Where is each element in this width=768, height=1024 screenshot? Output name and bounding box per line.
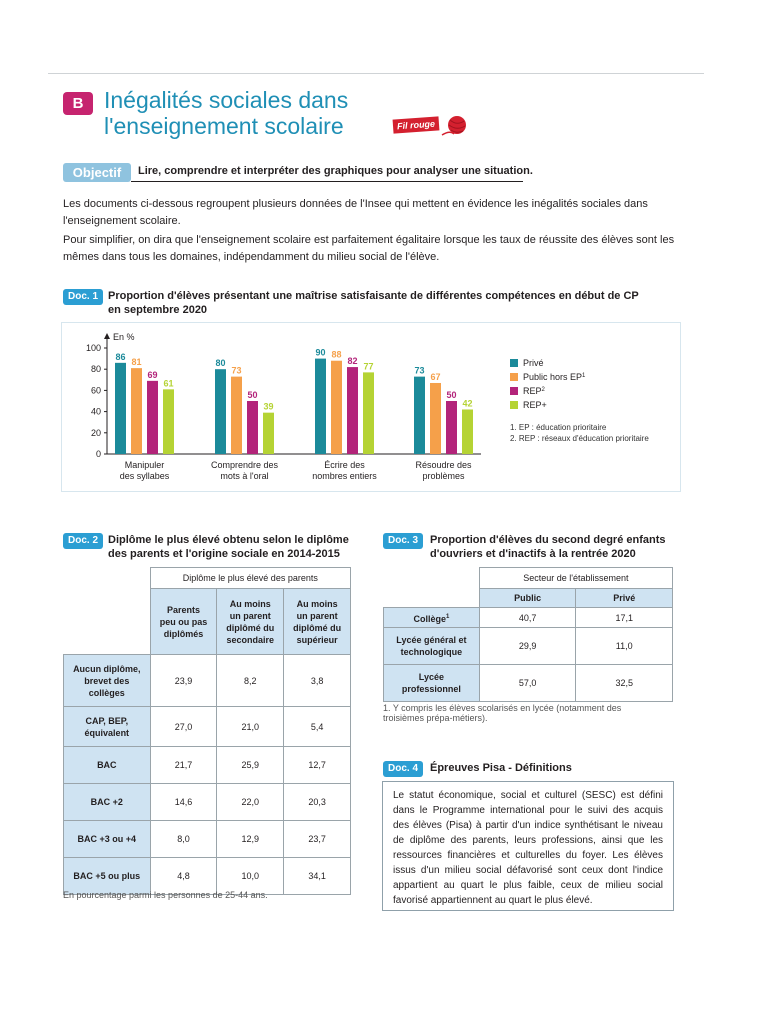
doc2-row-label-line: BAC +2 [90, 797, 123, 807]
doc2-title [108, 533, 368, 561]
table-row [64, 707, 351, 747]
intro-paragraph-2: Pour simplifier, on dira que l'enseignement scolaire est parfaitement égalitaire lorsque les taux de réussite des élèves sont les mêmes dans tous les domaines, indépendamment du milieu social de l'élève. [63, 234, 675, 263]
doc3-title [430, 533, 690, 561]
doc4-definition-box: Le statut économique, social et culturel (SESC) est défini dans le Programme international pour le suivi des acquis des élèves (Pisa) à partir d'un indice synthétisant le niveau de diplôme des parents, leurs professions, ainsi que les ressources financières et culturelles du foyer. Les élèves issus d'un milieu social défavorisé sont ceux dont l'indice appartient au quart le plus faible, ceux de milieu social favorisé appartiennent au quart le plus élevé. [382, 781, 674, 911]
bar-value-label: 67 [430, 371, 441, 382]
y-tick-label: 20 [90, 427, 101, 438]
section-letter-badge: B [63, 92, 93, 115]
bar [446, 401, 457, 454]
doc2-row-label-line: brevet des [84, 675, 130, 686]
legend-swatch [510, 373, 518, 381]
doc2-cell: 27,0 [150, 707, 217, 747]
legend-label: REP$^2$ [523, 386, 545, 396]
doc3-row-label-line: Lycée général et [396, 635, 467, 645]
doc1-title-line1: Proportion d'élèves présentant une maîtrise satisfaisante de différentes compétences en début de CP [108, 290, 639, 302]
section-title-line2: l'enseignement scolaire [104, 113, 344, 139]
objective-label: Objectif [63, 163, 131, 182]
bar-value-label: 90 [315, 347, 326, 358]
doc2-column-header-line: un parent [296, 610, 338, 621]
bar-value-label: 88 [331, 349, 342, 360]
doc3-footnote-marker: 1 [445, 613, 450, 620]
doc2-column-header-line: Parents [166, 604, 201, 615]
doc3-footnote-line1: 1. Y compris les élèves scolarisés en lycée (notamment des [383, 703, 622, 713]
bar-value-label: 82 [347, 356, 358, 367]
doc3-title-line2: d'ouvriers et d'inactifs à la rentrée 2020 [430, 548, 636, 560]
legend-label: Public hors $EP^1$ [523, 372, 586, 382]
x-category-label: Résoudre des [415, 460, 472, 470]
doc2-column-header-line: diplômés [163, 628, 204, 639]
doc2-cell: 23,7 [284, 821, 351, 858]
doc2-column-header-line: un parent [229, 610, 271, 621]
y-tick-label: 100 [85, 343, 101, 353]
doc2-cell: 3,8 [284, 655, 351, 707]
legend-footnote-marker: 1 [582, 373, 586, 379]
doc2-row-label-line: BAC [97, 760, 117, 770]
doc2-cell: 22,0 [217, 784, 284, 821]
bar [247, 401, 258, 454]
intro-paragraph-1: Les documents ci-dessous regroupent plusieurs données de l'Insee qui mettent en évidence les inégalités sociales dans l'enseignement scolaire. [63, 198, 648, 227]
doc2-column-header-line: diplômé du [226, 622, 275, 633]
top-divider [48, 73, 704, 74]
doc4-title: Épreuves Pisa - Définitions [430, 762, 572, 774]
bar-value-label: 86 [115, 351, 126, 362]
doc2-column-header-line: peu ou pas [159, 616, 208, 627]
doc2-column-header-line: secondaire [226, 634, 275, 645]
doc2-cell: 21,7 [150, 747, 217, 784]
doc3-title-line1: Proportion d'élèves du second degré enfants [430, 534, 666, 546]
doc3-column-header: Privé [576, 589, 673, 608]
doc2-column-header-line: Au moins [296, 598, 338, 609]
doc3-row-label [384, 608, 480, 628]
fil-rouge-tag: Fil rouge [393, 116, 440, 133]
doc2-cell: 21,0 [217, 707, 284, 747]
bar-value-label: 50 [247, 390, 258, 400]
section-title-line1: Inégalités sociales dans [104, 87, 349, 113]
doc3-column-header: Public [479, 589, 576, 608]
table-row [64, 655, 351, 707]
legend-swatch [510, 359, 518, 367]
doc2-row-label-line: CAP, BEP, [85, 715, 129, 726]
doc2-cell: 23,9 [150, 655, 217, 707]
doc3-footnote-line2: troisièmes prépa-métiers). [383, 713, 488, 723]
doc2-column-header-line: supérieur [296, 634, 338, 645]
bar [414, 377, 425, 454]
doc1-title [108, 289, 688, 317]
doc2-group-header: Diplôme le plus élevé des parents [150, 568, 350, 589]
doc3-corner-2 [384, 589, 480, 608]
x-category-label: Écrire des [324, 460, 365, 470]
y-tick-label: 40 [90, 406, 101, 417]
doc3-cell: 11,0 [576, 628, 673, 665]
doc3-footnote [383, 703, 683, 723]
bar-value-label: 61 [163, 378, 174, 389]
legend-label: Privé [523, 358, 544, 368]
doc3-row-label-line: technologique [400, 647, 463, 657]
y-axis-label: En % [113, 332, 135, 342]
table-row [64, 821, 351, 858]
doc3-cell: 17,1 [576, 608, 673, 628]
bar [363, 372, 374, 454]
bar-value-label: 73 [231, 365, 242, 376]
doc3-row-label-line: Collège$^1$ [413, 613, 450, 624]
section-title [104, 87, 348, 139]
doc2-cell: 20,3 [284, 784, 351, 821]
doc3-row-label-line: Lycée [418, 672, 444, 682]
yarn-ball-icon [440, 114, 474, 138]
doc2-corner [64, 568, 151, 589]
doc2-cell: 12,9 [217, 821, 284, 858]
doc3-table [383, 567, 673, 702]
table-row [384, 608, 673, 628]
doc2-cell: 4,8 [150, 858, 217, 895]
doc2-column-header [284, 589, 351, 655]
doc1-bar-chart [61, 322, 681, 492]
objective-text: Lire, comprendre et interpréter des graphiques pour analyser une situation. [138, 165, 533, 177]
doc3-cell: 32,5 [576, 665, 673, 702]
bar-value-label: 80 [215, 358, 226, 369]
doc2-row-label-line: équivalent [84, 727, 130, 738]
doc2-column-header [150, 589, 217, 655]
doc2-cell: 8,2 [217, 655, 284, 707]
bar-value-label: 50 [446, 390, 457, 400]
x-category-label: des syllabes [119, 471, 170, 481]
bar-value-label: 69 [147, 369, 158, 380]
table-row [64, 747, 351, 784]
bar [147, 381, 158, 454]
doc3-cell: 40,7 [479, 608, 576, 628]
y-tick-label: 80 [90, 364, 101, 375]
doc2-column-header [217, 589, 284, 655]
doc2-row-label-line: collèges [88, 687, 125, 698]
table-row [64, 858, 351, 895]
bar [131, 368, 142, 454]
bar [315, 359, 326, 454]
doc3-cell: 57,0 [479, 665, 576, 702]
legend-footnote-marker: 2 [541, 387, 545, 393]
doc2-cell: 10,0 [217, 858, 284, 895]
bar-value-label: 81 [131, 357, 142, 368]
bar-value-label: 42 [462, 398, 473, 409]
doc3-row-label [384, 628, 480, 665]
doc2-row-label [64, 821, 151, 858]
bar [115, 363, 126, 454]
doc2-row-label-line: BAC +5 ou plus [73, 871, 141, 881]
doc3-cell: 29,9 [479, 628, 576, 665]
doc2-cell: 5,4 [284, 707, 351, 747]
doc2-cell: 14,6 [150, 784, 217, 821]
x-category-label: problèmes [422, 471, 465, 481]
chart-note: 1. EP : éducation prioritaire [510, 423, 607, 432]
doc2-row-label [64, 747, 151, 784]
legend-label: REP+ [523, 400, 547, 410]
y-axis-arrow-icon [104, 333, 110, 339]
x-category-label: nombres entiers [312, 471, 377, 481]
bar [462, 409, 473, 454]
doc3-row-label-line: professionnel [401, 684, 461, 694]
doc2-title-line2: des parents et l'origine sociale en 2014-2015 [108, 548, 340, 560]
x-category-label: Comprendre des [210, 460, 279, 470]
doc1-title-line2: en septembre 2020 [108, 304, 208, 316]
bar [215, 369, 226, 454]
bar [430, 383, 441, 454]
doc2-cell: 12,7 [284, 747, 351, 784]
bar [231, 377, 242, 454]
intro-text [63, 196, 683, 268]
y-tick-label: 60 [90, 385, 101, 396]
doc2-title-line1: Diplôme le plus élevé obtenu selon le diplôme [108, 534, 349, 546]
doc2-row-label [64, 858, 151, 895]
doc2-cell: 8,0 [150, 821, 217, 858]
doc2-column-header-line: Au moins [229, 598, 271, 609]
doc2-row-label-line: Aucun diplôme, [73, 663, 141, 674]
bar [347, 367, 358, 454]
doc2-row-label [64, 707, 151, 747]
bar [331, 361, 342, 454]
bar [263, 413, 274, 454]
doc2-row-label [64, 655, 151, 707]
doc2-row-label-line: BAC +3 ou +4 [77, 834, 137, 844]
x-category-label: mots à l'oral [220, 471, 269, 481]
table-row [64, 784, 351, 821]
doc2-table [63, 567, 351, 895]
doc1-badge: Doc. 1 [63, 289, 103, 305]
doc2-corner-2 [64, 589, 151, 655]
x-category-label: Manipuler [124, 460, 165, 470]
bar-value-label: 39 [263, 401, 274, 412]
doc2-column-header-line: diplômé du [293, 622, 342, 633]
table-row [384, 628, 673, 665]
legend-swatch [510, 401, 518, 409]
doc3-row-label [384, 665, 480, 702]
bar-value-label: 77 [363, 361, 374, 372]
bar [163, 389, 174, 454]
bar-value-label: 73 [414, 365, 425, 376]
doc2-cell: 25,9 [217, 747, 284, 784]
table-row [384, 665, 673, 702]
legend-swatch [510, 387, 518, 395]
doc4-badge: Doc. 4 [383, 761, 423, 777]
doc2-cell: 34,1 [284, 858, 351, 895]
objective-underline [131, 181, 523, 182]
doc2-footnote: En pourcentage parmi les personnes de 25-44 ans. [63, 890, 268, 900]
doc3-badge: Doc. 3 [383, 533, 423, 549]
doc3-group-header: Secteur de l'établissement [479, 568, 672, 589]
chart-note: 2. REP : réseaux d'éducation prioritaire [510, 434, 649, 443]
doc3-corner [384, 568, 480, 589]
doc2-badge: Doc. 2 [63, 533, 103, 549]
doc2-row-label [64, 784, 151, 821]
y-tick-label: 0 [95, 449, 101, 459]
